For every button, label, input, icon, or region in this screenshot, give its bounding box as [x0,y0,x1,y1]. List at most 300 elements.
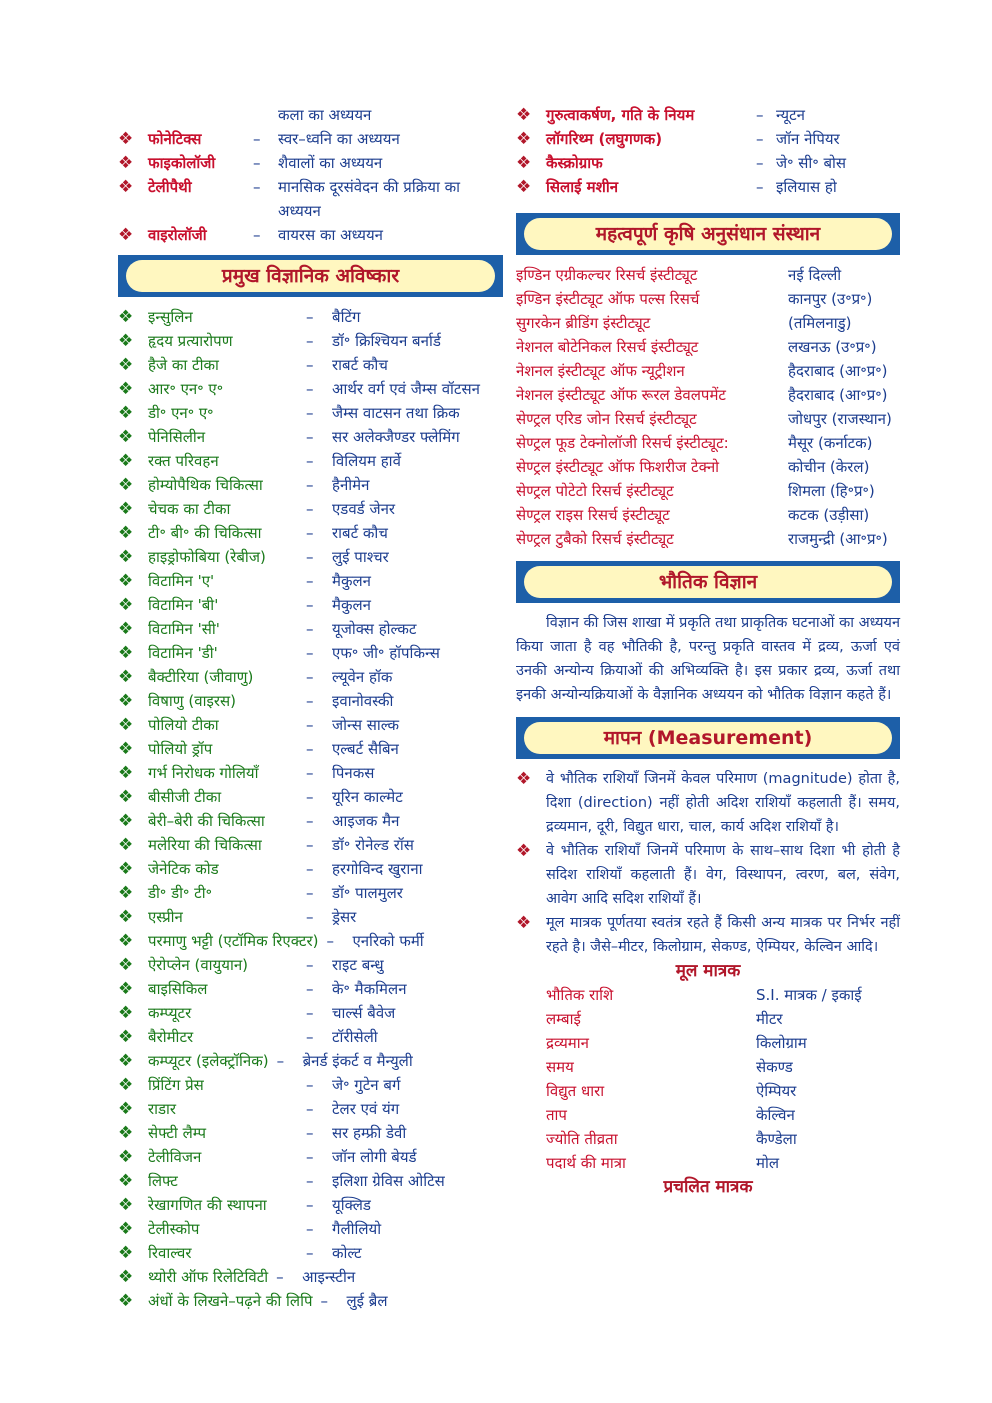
invention-row [118,1073,503,1097]
invention-name: हाइड्रोफोबिया (रेबीज) [148,548,266,566]
term: टेलीपैथी [148,178,192,196]
dash: – [306,764,314,782]
institute-name: सेण्ट्रल इंस्टीट्यूट ऑफ फिशरीज टेक्नो [516,458,720,476]
invention-name: रेखागणित की स्थापना [148,1196,267,1214]
invention-name: विटामिन 'बी' [148,596,219,614]
agri-list [516,263,900,551]
invention-row [118,713,503,737]
unit-row [546,1127,900,1151]
dash: – [756,178,764,196]
invention-row [118,473,503,497]
institute-name: सुगरकेन ब्रीडिंग इंस्टीट्यूट [516,314,651,332]
definition: स्वर–ध्वनि का अध्ययन [278,130,400,148]
quantity: भौतिक राशि [546,986,614,1004]
dash: – [306,1196,314,1214]
inventor: जोन्स साल्क [332,716,400,734]
inventor: राइट बन्धु [332,956,384,974]
institute-row [516,431,900,455]
bullet-icon: ❖ [118,1219,134,1239]
dash: – [306,1100,314,1118]
dash: – [306,716,314,734]
invention-row [118,569,503,593]
invention-row [118,977,503,1001]
dash: – [306,332,314,350]
invention-name: बेरी–बेरी की चिकित्सा [148,812,265,830]
physics-title: भौतिक विज्ञान [524,566,892,598]
dash: – [253,130,261,148]
invention-row [118,1049,503,1073]
invention-name: डी॰ डी॰ टी॰ [148,884,212,902]
dash: – [306,476,314,494]
institute-row [516,383,900,407]
institute-name: नेशनल इंस्टीट्यूट ऑफ न्यूट्रीशन [516,362,685,380]
inventor: हरगोविन्द खुराना [332,860,423,878]
invention-name: होम्योपैथिक चिकित्सा [148,476,263,494]
institute-name: सेण्ट्रल राइस रिसर्च इंस्टीट्यूट [516,506,670,524]
invention-row [118,353,503,377]
institute-row [516,527,900,551]
bullet-icon: ❖ [118,307,134,327]
bullet-icon: ❖ [516,913,532,933]
derived-units-title: प्रचलित मात्रक [663,1177,753,1197]
inventor: एल्बर्ट सैबिन [332,740,399,758]
dash: – [306,908,314,926]
unit: किलोग्राम [756,1034,807,1052]
dash: – [306,788,314,806]
bullet-icon: ❖ [118,931,134,951]
invention-name: इन्सुलिन [148,308,193,326]
bullet-icon: ❖ [118,955,134,975]
unit: सेकण्ड [756,1058,793,1076]
invention-name: हैजे का टीका [148,356,219,374]
invention-row [118,497,503,521]
invention-name: विटामिन 'सी' [148,620,220,638]
invention-row [118,905,503,929]
institute-row [516,359,900,383]
dash: – [306,548,314,566]
agri-title: महत्वपूर्ण कृषि अनुसंधान संस्थान [524,218,892,250]
institute-row [516,479,900,503]
bullet-icon: ❖ [118,787,134,807]
bullet-icon: ❖ [118,523,134,543]
bullet-icon: ❖ [118,403,134,423]
bullet-icon: ❖ [118,595,134,615]
invention-row [118,881,503,905]
inventor: कोल्ट [332,1244,362,1262]
measure-text: वे भौतिक राशियाँ जिनमें केवल परिमाण (magnitude) होता है, दिशा (direction) नहीं होती अदिश राशियाँ कहलाती हैं। समय, द्रव्यमान, दूरी, विद्युत धारा, चाल, कार्य अदिश राशियाँ है। [546,771,900,835]
bullet-icon: ❖ [118,499,134,519]
inventor: हैनीमेन [332,476,370,494]
dash: – [306,1244,314,1262]
physics-paragraph: विज्ञान की जिस शाखा में प्रकृति तथा प्राकृतिक घटनाओं का अध्ययन किया जाता है वह भौतिकी है, परन्तु प्रकृति वास्तव में द्रव्य, ऊर्जा एवं उनकी अन्योन्य क्रियाओं की अभिव्यक्ति है। इस प्रकार द्रव्य, ऊर्जा तथा इनकी अन्योन्यक्रियाओं के वैज्ञानिक अध्ययन को भौतिक विज्ञान कहते हैं। [516,615,900,703]
invention-name: सिलाई मशीन [546,178,619,196]
quantity: ज्योति तीव्रता [546,1130,618,1148]
inventor: टॉरीसेली [332,1028,378,1046]
institute-place: हैदराबाद (आ॰प्र॰) [788,386,888,404]
definition: मानसिक दूरसंवेदन की प्रक्रिया का [278,178,461,196]
inventor: ड्रेसर [332,908,357,926]
dash: – [306,572,314,590]
invention-row [118,593,503,617]
dash: – [306,500,314,518]
inventor: लुई ब्रैल [346,1292,388,1310]
invention-name: कम्प्यूटर [148,1004,192,1022]
quantity: विद्युत धारा [546,1082,605,1100]
institute-place: मैसूर (कर्नाटक) [788,434,873,452]
invention-name: परमाणु भट्टी (एटॉमिक रिएक्टर) [148,932,319,950]
inventor: राबर्ट कौच [332,524,388,542]
bullet-icon: ❖ [118,1291,134,1311]
institute-name: इण्डिन एग्रीकल्चर रिसर्च इंस्टीट्यूट [516,266,698,284]
dash: – [306,1172,314,1190]
inventor: राबर्ट कौच [332,356,388,374]
quantity: समय [546,1058,574,1076]
institute-row [516,287,900,311]
inventor: सर हम्फ्री डेवी [332,1124,407,1142]
invention-row [118,1193,503,1217]
invention-name: रिवाल्वर [148,1244,192,1262]
institute-place: हैदराबाद (आ॰प्र॰) [788,362,888,380]
invention-name: विटामिन 'डी' [148,644,218,662]
left-top-row [118,175,503,199]
invention-row [118,1001,503,1025]
invention-name: डी॰ एन॰ ए॰ [148,404,214,422]
quantity: ताप [546,1106,567,1124]
inventor: जे॰ गुटेन बर्ग [332,1076,401,1094]
inventor: टेलर एवं यंग [332,1100,400,1118]
dash: – [306,836,314,854]
bullet-icon: ❖ [118,691,134,711]
invention-row [118,425,503,449]
definition: कला का अध्ययन [278,106,372,124]
invention-name: लिफ्ट [148,1172,178,1190]
invention-name: हृदय प्रत्यारोपण [148,332,233,350]
bullet-icon: ❖ [118,153,134,173]
bullet-icon: ❖ [118,547,134,567]
invention-name: थ्योरी ऑफ रिलेटिविटी [148,1268,269,1286]
inventions-banner [118,255,503,297]
invention-row [118,1025,503,1049]
bullet-icon: ❖ [118,1267,134,1287]
inventor: यूरिन काल्मेट [332,788,403,806]
invention-name: टेलीविजन [148,1148,202,1166]
inventor: एफ॰ जी॰ हॉपकिन्स [332,644,440,662]
inventor: यूक्लिड [332,1196,371,1214]
bullet-icon: ❖ [118,979,134,999]
dash: – [306,692,314,710]
dash: – [306,596,314,614]
base-units-table [516,983,900,1175]
left-top-row [118,151,503,175]
quantity: द्रव्यमान [546,1034,589,1052]
inventor: मैकुलन [332,572,371,590]
inventor: लुई पाश्चर [332,548,389,566]
unit-row [546,1007,900,1031]
dash: – [306,380,314,398]
inventor: सर अलेक्जैण्डर फ्लेमिंग [332,428,460,446]
bullet-icon: ❖ [516,769,532,789]
term: वाइरोलॉजी [148,226,207,244]
bullet-icon: ❖ [118,1243,134,1263]
quantity: पदार्थ की मात्रा [546,1154,626,1172]
inventor: बैटिंग [332,308,361,326]
invention-name: कैस्क्रोग्राफ [546,154,603,172]
invention-name: सेफ्टी लैम्प [148,1124,207,1142]
invention-row [118,857,503,881]
unit-row [546,1031,900,1055]
bullet-icon: ❖ [118,1051,134,1071]
bullet-icon: ❖ [118,763,134,783]
dash: – [320,1292,328,1310]
agri-banner [516,213,900,255]
unit: मोल [756,1154,780,1172]
invention-row [118,785,503,809]
invention-name: राडार [148,1100,177,1118]
definition: वायरस का अध्ययन [278,226,383,244]
bullet-icon: ❖ [118,451,134,471]
bullet-icon: ❖ [118,475,134,495]
measure-title: मापन (Measurement) [524,722,892,754]
invention-name: अंधों के लिखने–पढ़ने की लिपि [148,1292,313,1310]
term: फाइकोलॉजी [148,154,216,172]
invention-row [118,1241,503,1265]
inventor: एडवर्ड जेनर [332,500,396,518]
physics-banner [516,561,900,603]
bullet-icon: ❖ [118,883,134,903]
measure-point [516,839,900,911]
dash: – [306,1004,314,1022]
bullet-icon: ❖ [118,571,134,591]
inventor: गैलीलियो [332,1220,382,1238]
institute-row [516,407,900,431]
institute-name: इण्डिन इंस्टीट्यूट ऑफ पल्स रिसर्च [516,290,700,308]
inventor: जैम्स वाटसन तथा क्रिक [332,404,460,422]
bullet-icon: ❖ [118,619,134,639]
bullet-icon: ❖ [118,1027,134,1047]
dash: – [306,428,314,446]
bullet-icon: ❖ [118,1003,134,1023]
dash: – [756,106,764,124]
measure-point [516,911,900,959]
invention-row [118,641,503,665]
inventor: डॉ॰ पालमुलर [332,884,403,902]
inventor: डॉ॰ रोनेल्ड रॉस [332,836,414,854]
institute-name: सेण्ट्रल टुबैको रिसर्च इंस्टीट्यूट [516,530,674,548]
institute-name: सेण्ट्रल पोटेटो रिसर्च इंस्टीट्यूट [516,482,674,500]
institute-row [516,503,900,527]
institute-place: (तमिलनाडु) [788,314,852,332]
left-top-row [118,223,503,247]
bullet-icon: ❖ [118,1147,134,1167]
invention-name: टी॰ बी॰ की चिकित्सा [148,524,262,542]
right-top-row [516,151,900,175]
left-top-row [118,103,503,127]
unit: मीटर [756,1010,783,1028]
institute-row [516,311,900,335]
institute-place: लखनऊ (उ॰प्र॰) [788,338,877,356]
institute-row [516,263,900,287]
dash: – [306,1124,314,1142]
dash: – [253,154,261,172]
invention-name: एस्प्रीन [148,908,183,926]
dash: – [326,932,334,950]
institute-name: नेशनल बोटेनिकल रिसर्च इंस्टीट्यूट [516,338,699,356]
unit-row [546,1103,900,1127]
measure-text: वे भौतिक राशियाँ जिनमें परिमाण के साथ–साथ दिशा भी होती है सदिश राशियाँ कहलाती हैं। वेग, विस्थापन, त्वरण, बल, संवेग, आवेग आदि सदिश राशियाँ हैं। [546,843,900,907]
invention-row [118,1121,503,1145]
dash: – [756,130,764,148]
invention-name: बैक्टीरिया (जीवाणु) [148,668,254,686]
inventor: चार्ल्स बैवेज [332,1004,396,1022]
inventor: विलियम हार्वे [332,452,401,470]
unit-row [546,1055,900,1079]
dash: – [306,956,314,974]
invention-name: आर॰ एन॰ ए॰ [148,380,224,398]
bullet-icon: ❖ [118,643,134,663]
bullet-icon: ❖ [118,667,134,687]
measure-banner [516,717,900,759]
dash: – [253,178,261,196]
bullet-icon: ❖ [118,1075,134,1095]
inventions-title: प्रमुख विज्ञानिक अविष्कार [126,260,495,292]
institute-place: राजमुन्द्री (आ॰प्र॰) [788,530,888,548]
unit-row [546,1151,900,1175]
bullet-icon: ❖ [516,105,532,125]
inventor: पिनकस [332,764,375,782]
invention-name: विटामिन 'ए' [148,572,215,590]
bullet-icon: ❖ [118,907,134,927]
inventor: जॉन लोगी बेयर्ड [332,1148,417,1166]
invention-name: लॉगरिथ्म (लघुगणक) [546,130,663,148]
bullet-icon: ❖ [118,859,134,879]
measure-points [516,767,900,959]
dash: – [306,620,314,638]
bullet-icon: ❖ [118,129,134,149]
invention-row [118,761,503,785]
invention-row [118,617,503,641]
invention-row [118,689,503,713]
inventor: जे॰ सी॰ बोस [776,154,847,172]
dash: – [306,1076,314,1094]
invention-row [118,305,503,329]
invention-row [118,1169,503,1193]
unit: कैण्डेला [756,1130,797,1148]
definition: अध्ययन [278,202,321,220]
invention-row [118,953,503,977]
inventor: आइजक मैन [332,812,400,830]
bullet-icon: ❖ [516,153,532,173]
bullet-icon: ❖ [118,427,134,447]
inventor: इलियास हो [776,178,837,196]
right-top-row [516,175,900,199]
dash: – [306,452,314,470]
invention-row [118,545,503,569]
invention-row [118,737,503,761]
right-top-row [516,103,900,127]
bullet-icon: ❖ [118,225,134,245]
institute-row [516,335,900,359]
units-header [546,983,900,1007]
dash: – [306,1028,314,1046]
quantity: लम्बाई [546,1010,581,1028]
inventor: आइन्स्टीन [302,1268,356,1286]
definition: शैवालों का अध्ययन [278,154,383,172]
invention-name: विषाणु (वाइरस) [148,692,236,710]
unit: केल्विन [756,1106,795,1124]
left-column [118,103,503,1313]
inventor: इलिशा ग्रेविस ओटिस [332,1172,445,1190]
dash: – [306,1148,314,1166]
bullet-icon: ❖ [118,1171,134,1191]
institute-row [516,455,900,479]
right-top-list [516,103,900,199]
left-top-row [118,199,503,223]
invention-name: बीसीजी टीका [148,788,222,806]
inventor: के॰ मैकमिलन [332,980,407,998]
inventor: ल्यूवेन हॉक [332,668,393,686]
inventor: ब्रेनर्ड इंकर्ट व मैन्युली [302,1052,413,1070]
invention-row [118,377,503,401]
dash: – [306,1220,314,1238]
inventor: इवानोवस्की [332,692,394,710]
inventor: एनरिको फर्मी [352,932,424,950]
bullet-icon: ❖ [516,177,532,197]
unit: S.I. मात्रक / इकाई [756,986,862,1004]
institute-name: सेण्ट्रल एरिड जोन रिसर्च इंस्टीट्यूट [516,410,697,428]
bullet-icon: ❖ [516,129,532,149]
institute-name: सेण्ट्रल फूड टेक्नोलॉजी रिसर्च इंस्टीट्यूट: [516,434,729,452]
dash: – [306,668,314,686]
institute-place: कानपुर (उ॰प्र॰) [788,290,873,308]
institute-place: कोचीन (केरल) [788,458,870,476]
measure-point [516,767,900,839]
invention-row [118,401,503,425]
base-units-title: मूल मात्रक [675,961,741,981]
right-column [516,103,900,1199]
institute-place: नई दिल्ली [788,266,842,284]
institute-place: शिमला (हि॰प्र॰) [788,482,875,500]
inventor: आर्थर वर्ग एवं जैम्स वॉटसन [332,380,480,398]
invention-name: टेलीस्कोप [148,1220,200,1238]
invention-name: मलेरिया की चिकित्सा [148,836,262,854]
invention-row [118,329,503,353]
invention-name: जेनेटिक कोड [148,860,219,878]
invention-name: गर्भ निरोधक गोलियाँ [148,764,259,782]
inventor: न्यूटन [776,106,806,124]
bullet-icon: ❖ [118,331,134,351]
left-top-list [118,103,503,247]
bullet-icon: ❖ [118,1195,134,1215]
invention-row [118,449,503,473]
invention-name: पोलियो ड्रॉप [148,740,213,758]
dash: – [306,884,314,902]
measure-text: मूल मात्रक पूर्णतया स्वतंत्र रहते हैं किसी अन्य मात्रक पर निर्भर नहीं रहते है। जैसे–मीटर, किलोग्राम, सेकण्ड, ऐम्पियर, केल्विन आदि। [546,915,900,955]
invention-name: गुरुत्वाकर्षण, गति के नियम [546,106,695,124]
invention-row [118,665,503,689]
bullet-icon: ❖ [118,379,134,399]
institute-place: कटक (उड़ीसा) [788,506,870,524]
invention-name: कम्प्यूटर (इलेक्ट्रॉनिक) [148,1052,269,1070]
bullet-icon: ❖ [118,1123,134,1143]
invention-row [118,1145,503,1169]
invention-name: बाइसिकिल [148,980,208,998]
institute-name: नेशनल इंस्टीट्यूट ऑफ रूरल डेवलपमेंट [516,386,726,404]
invention-name: बैरोमीटर [148,1028,194,1046]
dash: – [306,356,314,374]
invention-row [118,929,503,953]
inventor: डॉ॰ क्रिश्चियन बर्नार्ड [332,332,441,350]
invention-name: पेनिसिलीन [148,428,206,446]
